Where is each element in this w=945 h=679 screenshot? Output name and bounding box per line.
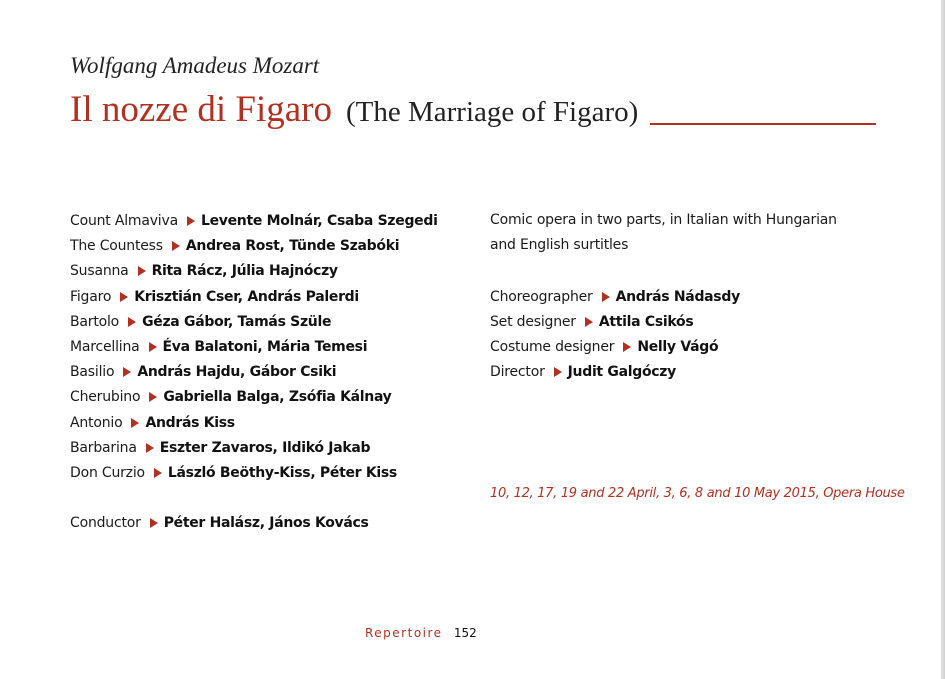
title-row (70, 88, 876, 131)
cast-row (70, 284, 470, 309)
creative-row (490, 309, 890, 334)
performance-dates: 10, 12, 17, 19 and 22 April, 3, 6, 8 and 10 May 2015, Opera House (490, 486, 905, 501)
description-line: Comic opera in two parts, in Italian with Hungarian (490, 212, 837, 228)
arrow-icon (150, 518, 158, 528)
creative-row (490, 334, 890, 359)
cast-row (70, 359, 470, 384)
arrow-icon (149, 392, 157, 402)
cast-row (70, 435, 470, 460)
opera-title: Il nozze di Figaro (70, 89, 332, 130)
creative-names: András Nádasdy (615, 288, 740, 305)
cast-names: Éva Balatoni, Mária Temesi (162, 338, 368, 355)
cast-row (70, 410, 470, 435)
spacer (70, 485, 470, 510)
footer-section: Repertoire (365, 626, 443, 640)
cast-role: Figaro (70, 288, 112, 305)
cast-row (70, 309, 470, 334)
conductor-names: Péter Halász, János Kovács (163, 515, 369, 532)
creative-names: Nelly Vágó (637, 338, 719, 355)
cast-role: Barbarina (70, 439, 137, 456)
cast-role: Cherubino (70, 389, 141, 406)
composer-name: Wolfgang Amadeus Mozart (70, 53, 320, 78)
conductor-row (70, 510, 470, 535)
page-edge (941, 0, 945, 679)
cast-role: Count Almaviva (70, 213, 178, 229)
spacer (490, 258, 890, 283)
cast-row (70, 258, 470, 283)
cast-names: Gabriella Balga, Zsófia Kálnay (163, 389, 392, 406)
production-info (490, 208, 890, 384)
arrow-icon (131, 418, 139, 428)
arrow-icon (149, 342, 157, 352)
creative-row (490, 284, 890, 309)
creative-row (490, 359, 890, 384)
cast-names: László Beöthy-Kiss, Péter Kiss (167, 464, 397, 481)
cast-role: Marcellina (70, 338, 140, 355)
cast-names: András Hajdu, Gábor Csiki (137, 364, 337, 381)
arrow-icon (120, 292, 128, 302)
opera-subtitle: (The Marriage of Figaro) (346, 96, 639, 128)
cast-role: Basilio (70, 364, 115, 381)
cast-row (70, 208, 470, 233)
cast-names: Géza Gábor, Tamás Szüle (142, 313, 332, 330)
page-footer (365, 626, 477, 640)
title-rule (650, 123, 876, 125)
cast-row (70, 460, 470, 485)
cast-row (70, 233, 470, 258)
arrow-icon (172, 241, 180, 251)
cast-role: The Countess (70, 238, 163, 255)
arrow-icon (154, 468, 162, 478)
arrow-icon (187, 216, 195, 226)
creative-names: Attila Csikós (598, 313, 694, 330)
creative-role: Set designer (490, 313, 576, 330)
cast-list (70, 208, 470, 535)
cast-role: Bartolo (70, 313, 120, 330)
cast-row (70, 334, 470, 359)
description-line: and English surtitles (490, 237, 629, 254)
cast-names: Levente Molnár, Csaba Szegedi (200, 213, 438, 229)
cast-role: Antonio (70, 414, 123, 431)
arrow-icon (554, 367, 562, 377)
cast-names: András Kiss (145, 414, 235, 431)
arrow-icon (623, 342, 631, 352)
arrow-icon (138, 266, 146, 276)
conductor-role: Conductor (70, 515, 141, 532)
creative-role: Costume designer (490, 338, 615, 355)
cast-names: Andrea Rost, Tünde Szabóki (185, 238, 400, 255)
cast-names: Krisztián Cser, András Palerdi (134, 288, 359, 305)
creative-role: Choreographer (490, 288, 593, 305)
cast-names: Eszter Zavaros, Ildikó Jakab (159, 439, 371, 456)
page-number: 152 (453, 626, 477, 640)
creative-names: Judit Galgóczy (567, 364, 676, 381)
cast-role: Susanna (70, 263, 129, 280)
arrow-icon (128, 317, 136, 327)
arrow-icon (146, 443, 154, 453)
arrow-icon (123, 367, 131, 377)
cast-names: Rita Rácz, Júlia Hajnóczy (151, 263, 338, 280)
arrow-icon (585, 317, 593, 327)
arrow-icon (602, 292, 610, 302)
cast-row (70, 384, 470, 409)
cast-role: Don Curzio (70, 464, 145, 481)
creative-role: Director (490, 364, 545, 381)
